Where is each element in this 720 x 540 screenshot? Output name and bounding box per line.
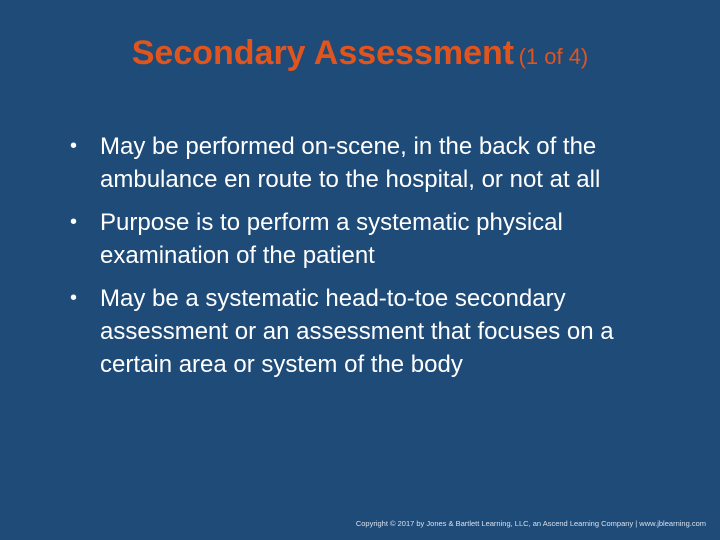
slide-title-counter: (1 of 4) (518, 44, 589, 69)
bullet-list (70, 130, 650, 391)
bullet-text: May be a systematic head-to-toe secondary assessment or an assessment that focuses on a certain area or system of the body (100, 285, 614, 378)
slide-title (0, 34, 720, 73)
bullet-text: Purpose is to perform a systematic physical examination of the patient (100, 209, 563, 269)
slide-title-main: Secondary Assessment (131, 34, 515, 72)
copyright-footer: Copyright © 2017 by Jones & Bartlett Learning, LLC, an Ascend Learning Company | www.jblearning.com (355, 519, 706, 528)
bullet-item (70, 130, 650, 196)
bullet-text: May be performed on-scene, in the back of the ambulance en route to the hospital, or not at all (100, 133, 601, 193)
bullet-icon: • (70, 211, 78, 233)
bullet-item (70, 282, 650, 381)
bullet-icon: • (70, 287, 78, 309)
bullet-icon: • (70, 135, 78, 157)
bullet-item (70, 206, 650, 272)
